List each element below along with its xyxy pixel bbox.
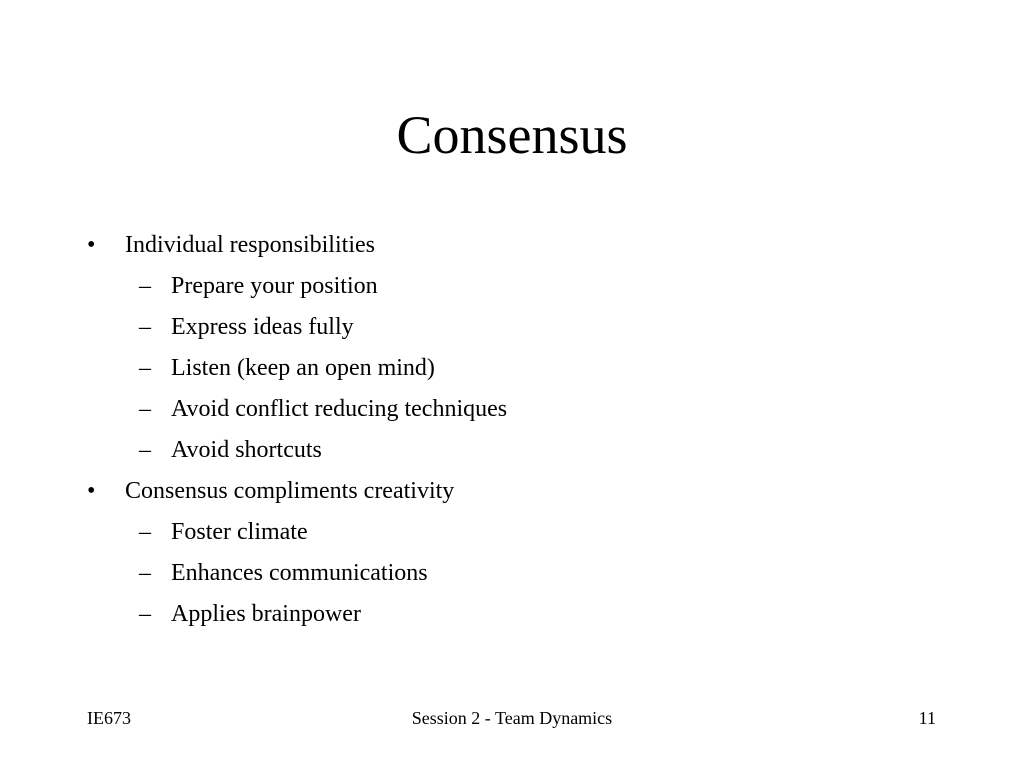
footer-session-title: Session 2 - Team Dynamics (411, 708, 613, 728)
list-item (0, 471, 1024, 512)
list-item-text: Avoid conflict reducing techniques (171, 396, 508, 422)
footer-course-code: IE673 (87, 708, 131, 728)
list-item-text: Enhances communications (171, 560, 428, 586)
bullet-marker: • (87, 478, 96, 504)
footer-slide-number: 11 (918, 708, 936, 728)
dash-marker: – (139, 519, 151, 545)
bullet-marker: • (87, 232, 96, 258)
list-item (0, 512, 1024, 553)
dash-marker: – (139, 601, 151, 627)
dash-marker: – (139, 314, 151, 340)
dash-marker: – (139, 396, 151, 422)
bullet-list (0, 225, 1024, 635)
list-item-text: Prepare your position (171, 273, 378, 299)
list-item-text: Listen (keep an open mind) (171, 355, 435, 381)
list-item-text: Foster climate (171, 519, 308, 545)
list-item-text: Individual responsibilities (125, 232, 375, 258)
slide-title: Consensus (396, 105, 628, 165)
list-item (0, 348, 1024, 389)
dash-marker: – (139, 355, 151, 381)
dash-marker: – (139, 273, 151, 299)
list-item (0, 307, 1024, 348)
list-item-text: Consensus compliments creativity (125, 478, 455, 504)
list-item (0, 594, 1024, 635)
list-item (0, 266, 1024, 307)
list-item-text: Express ideas fully (171, 314, 354, 340)
list-item-text: Avoid shortcuts (171, 437, 322, 463)
list-item (0, 553, 1024, 594)
dash-marker: – (139, 560, 151, 586)
list-item-text: Applies brainpower (171, 601, 361, 627)
list-item (0, 430, 1024, 471)
list-item (0, 225, 1024, 266)
list-item (0, 389, 1024, 430)
dash-marker: – (139, 437, 151, 463)
